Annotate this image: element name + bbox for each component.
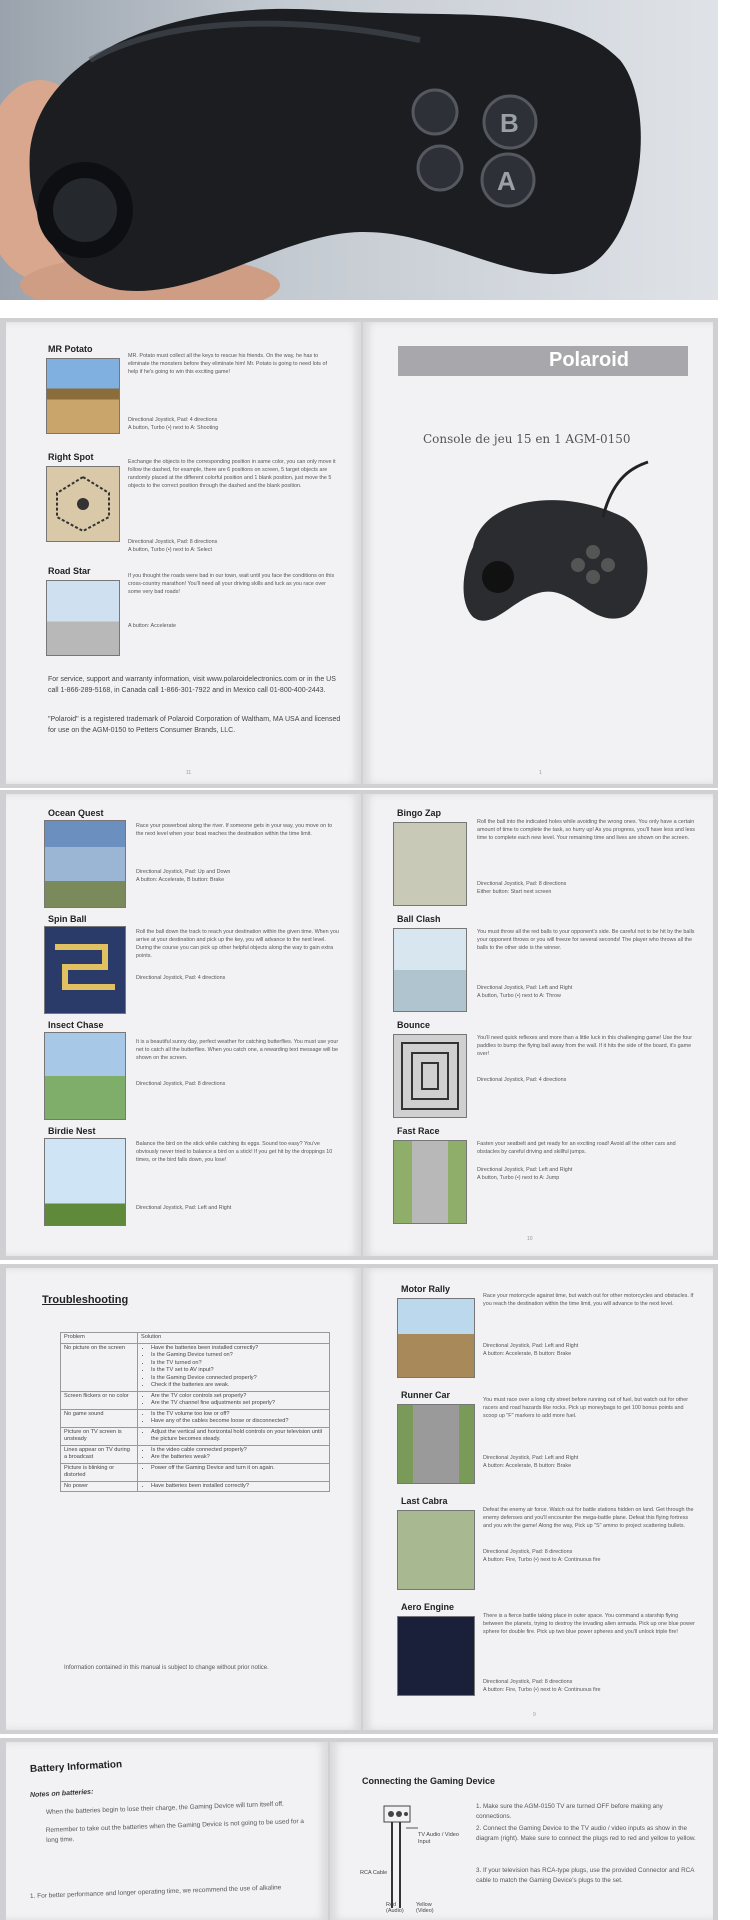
battery-heading: Battery Information (29, 1759, 123, 1775)
game-description: MR. Potato must collect all the keys to rescue his friends. On the way, he has to eliminate the monsters before they eliminate him! Mr. Potato is going to need lots of help if he's going to win this exciting game! (128, 353, 327, 375)
table-header-row (61, 1333, 330, 1344)
solution-item: • Is the TV volume too low or off? (151, 1411, 326, 1419)
solution-item: • Are the batteries weak? (151, 1454, 326, 1462)
game-screenshot (393, 928, 467, 1012)
solution-cell (138, 1427, 330, 1445)
game-description: Balance the bird on the stick while catching its eggs. Sound too easy? You've obviously never tried to balance a bird on a stick! If you get hit by the droppings 10 times, or the bird falls down, you lose! (136, 1141, 333, 1163)
battery-note: When the batteries begin to lose their charge, the Gaming Device will turn itself off. (45, 1800, 284, 1816)
page-number: 11 (186, 770, 192, 776)
game-screenshot (397, 1616, 475, 1696)
game-description: Exchange the objects to the corresponding position in same color, you can only move it follow the dashed, for example, there are 6 positions on screen, 5 target objects are randomly placed at the different colorful position and 1 blank position, just move the 5 objects to the correct position through the dashed and the blank position. (128, 459, 336, 489)
solution-cell (138, 1343, 330, 1391)
brand-bar (398, 346, 688, 376)
game-controls: Directional Joystick, Pad: Left and Right (483, 1343, 579, 1349)
game-controls: A button: Accelerate (128, 623, 176, 629)
solution-cell (138, 1445, 330, 1463)
solution-item: • Is the TV turned on? (151, 1360, 326, 1368)
game-title: Fast Race (397, 1126, 440, 1136)
game-description: It is a beautiful sunny day, perfect weather for catching butterflies. You must use your net to catch all the butterflies. When you catch one, a rewarding text message will be shown on the screen. (136, 1039, 339, 1061)
button-b-label: B (500, 108, 519, 138)
game-controls: Directional Joystick, Pad: 8 directions (477, 881, 567, 887)
game-screenshot (44, 926, 126, 1014)
game-controls: Directional Joystick, Pad: Left and Right (136, 1205, 232, 1211)
game-title: Ocean Quest (48, 808, 104, 818)
spread1-right-page (363, 322, 713, 784)
table-row (61, 1481, 330, 1492)
game-screenshot (393, 1140, 467, 1224)
game-screenshot (397, 1404, 475, 1484)
solution-item: • Are the TV color controls set properly? (151, 1393, 326, 1401)
game-title: Bingo Zap (397, 808, 441, 818)
solution-item: • Have batteries been installed correctly? (151, 1483, 326, 1491)
problem-cell: Screen flickers or no color (61, 1391, 138, 1409)
battery-note: Remember to take out the batteries when the Gaming Device is not going to be used for a long time. (45, 1817, 305, 1844)
game-title: Right Spot (48, 452, 94, 462)
page-number: 10 (527, 1236, 533, 1242)
game-description: There is a fierce battle taking place in outer space. You command a starship flying between the planets, trying to destroy the invading alien armada. Pick up one blue power sphere for double fire. Pick up two blue power spheres and you'll unlock triple fire! (483, 1613, 695, 1635)
game-description: Roll the ball into the indicated holes while avoiding the wrong ones. You only have a certain amount of time to complete the task, so hurry up! As you progress, you'll have less and less time to complete each new level. Your remaining time and lives are shown on the screen. (477, 819, 695, 841)
game-description: Roll the ball down the track to reach your destination within the given time. When you arrive at your destination and pick up the key, you will advance to the next level. During the course you can pick up other helpful objects along the way to gain extra points. (136, 929, 339, 959)
game-title: Bounce (397, 1020, 431, 1030)
solution-item: • Adjust the vertical and horizontal hold controls on your television until the picture becomes steady. (151, 1429, 326, 1444)
game-description: If you thought the roads were bad in our town, wait until you face the conditions on this cross-country marathon! You'll need all your driving skills and luck as you race over some very bad roads! (128, 573, 335, 595)
game-screenshot (397, 1510, 475, 1590)
game-title: Birdie Nest (48, 1126, 96, 1136)
game-screenshot (46, 580, 120, 656)
solution-item: • Power off the Gaming Device and turn it on again. (151, 1465, 326, 1473)
column-header: Problem (61, 1333, 138, 1344)
game-description: You'll need quick reflexes and more than a little luck in this challenging game! Use the four paddles to bump the flying ball away from the wall. If it hits the side of the board, it's game over! (477, 1035, 693, 1057)
spread2-left-page (6, 794, 361, 1256)
spread4-right-page (330, 1742, 713, 1920)
game-controls: A button: Accelerate, B button: Brake (136, 877, 225, 883)
table-row (61, 1463, 330, 1481)
game-screenshot (44, 820, 126, 908)
trademark-notice: "Polaroid" is a registered trademark of Polaroid Corporation of Waltham, MA USA and licensed for use on the AGM-0150 to Petters Consumer Brands, LLC. (48, 716, 341, 734)
game-title: Spin Ball (48, 914, 87, 924)
solution-cell (138, 1391, 330, 1409)
battery-item: 1. For better performance and longer operating time, we recommend the use of alkaline (29, 1884, 282, 1900)
spread3-right-page (363, 1268, 713, 1730)
controller-illustration (443, 457, 663, 637)
game-screenshot (46, 466, 120, 542)
game-title: Insect Chase (48, 1020, 104, 1030)
game-controls: A button, Turbo (•) next to A: Throw (477, 993, 561, 999)
table-row (61, 1343, 330, 1391)
spread3-left-page (6, 1268, 361, 1730)
game-description: You must throw all the red balls to your opponent's side. Be careful not to be hit by the balls your opponent throws or you will freeze for several seconds! The player who throws all the balls to the other side is the winner. (477, 929, 695, 951)
game-title: Last Cabra (401, 1496, 448, 1506)
page-number: 1 (539, 770, 542, 776)
solution-item: • Have the batteries been installed correctly? (151, 1345, 326, 1353)
game-controls: A button, Turbo (•) next to A: Shooting (128, 425, 219, 431)
controller-photo (0, 0, 718, 300)
game-description: Defeat the enemy air force. Watch out for battle stations hidden on land. Get through the enemy defenses and you'll encounter the mega-battle plane. Defeat this flying fortress and you win the game! Along the way, Pick up "S" ammo to project scattering bullets. (483, 1507, 694, 1529)
spread1-left-page (6, 322, 361, 784)
game-title: MR Potato (48, 344, 93, 354)
solution-cell (138, 1481, 330, 1492)
solution-item: • Check if the batteries are weak. (151, 1382, 326, 1390)
solution-item: • Is the Gaming Device turned on? (151, 1352, 326, 1360)
problem-cell: No power (61, 1481, 138, 1492)
connection-diagram (360, 1798, 470, 1920)
connecting-heading: Connecting the Gaming Device (362, 1776, 496, 1786)
spread4-left-page (6, 1742, 328, 1920)
yellow-video-label: Yellow (Video) (416, 1902, 434, 1914)
game-screenshot (393, 822, 467, 906)
game-controls: Directional Joystick, Pad: 4 directions (477, 1077, 567, 1083)
game-screenshot (44, 1032, 126, 1120)
troubleshooting-table (60, 1332, 330, 1492)
game-controls: A button, Turbo (•) next to A: Select (128, 547, 212, 553)
polaroid-logo: Polaroid (549, 349, 630, 371)
game-controls: Directional Joystick, Pad: 8 directions (136, 1081, 226, 1087)
solution-cell (138, 1409, 330, 1427)
spread2-right-page (363, 794, 713, 1256)
game-controls: Directional Joystick, Pad: 8 directions (483, 1549, 573, 1555)
manual-title: Console de jeu 15 en 1 AGM-0150 (423, 432, 631, 446)
game-screenshot (397, 1298, 475, 1378)
connection-step: 3. If your television has RCA-type plugs, use the provided Connector and RCA cable to match the Gaming Device's plugs to the set. (476, 1867, 695, 1884)
game-controls: A button: Accelerate, B button: Brake (483, 1463, 572, 1469)
game-description: You must race over a long city street before running out of fuel, but watch out for other racers and road hazards like rocks. Pick up moneybags to get 100 bonus points and scoop up "F" markers to add more fuel. (483, 1397, 689, 1419)
solution-item: • Is the video cable connected properly? (151, 1447, 326, 1455)
game-controls: Directional Joystick, Pad: 8 directions (483, 1679, 573, 1685)
solution-item: • Are the TV channel fine adjustments set properly? (151, 1400, 326, 1408)
game-controls: A button: Fire, Turbo (•) next to A: Continuous fire (483, 1687, 601, 1693)
game-screenshot (44, 1138, 126, 1226)
table-row (61, 1445, 330, 1463)
table-row (61, 1391, 330, 1409)
service-info: For service, support and warranty information, visit www.polaroidelectronics.com or in the US call 1-866-289-5168, in Canada call 1-866-301-7922 and in Mexico call 01-800-400-2443. (48, 676, 336, 694)
problem-cell: Picture is blinking or distorted (61, 1463, 138, 1481)
game-description: Race your motorcycle against time, but watch out for other motorcycles and obstacles. If you reach the destination within the time limit, you will advance to the next level. (483, 1293, 694, 1307)
game-title: Runner Car (401, 1390, 451, 1400)
troubleshooting-heading: Troubleshooting (42, 1294, 129, 1306)
button-a-label: A (497, 166, 516, 196)
game-description: Race your powerboat along the river. If someone gets in your way, you move on to the next level when your boat reaches the destination within the time limit. (136, 823, 333, 837)
game-screenshot (393, 1034, 467, 1118)
game-controls: Directional Joystick, Pad: Up and Down (136, 869, 231, 875)
solution-item: • Have any of the cables become loose or disconnected? (151, 1418, 326, 1426)
solution-item: • Is the Gaming Device connected properly? (151, 1375, 326, 1383)
solution-cell (138, 1463, 330, 1481)
solution-item: • Is the TV set to AV input? (151, 1367, 326, 1375)
change-notice: Information contained in this manual is subject to change without prior notice. (64, 1665, 269, 1671)
tv-input-label: TV Audio / Video Input (418, 1832, 459, 1845)
page-number: 9 (533, 1712, 536, 1718)
battery-notes-heading: Notes on batteries: (29, 1788, 94, 1799)
game-controls: Either button: Start next screen (477, 889, 552, 895)
column-header: Solution (138, 1333, 330, 1344)
game-controls: Directional Joystick, Pad: Left and Right (477, 985, 573, 991)
red-audio-label: Red (Audio) (386, 1902, 404, 1914)
game-controls: A button: Fire, Turbo (•) next to A: Continuous fire (483, 1557, 601, 1563)
connection-step: 2. Connect the Gaming Device to the TV audio / video inputs as show in the diagram (right). Make sure to connect the plugs red to red and yellow to yellow. (476, 1825, 696, 1842)
game-controls: Directional Joystick, Pad: Left and Right (483, 1455, 579, 1461)
game-controls: A button: Accelerate, B button: Brake (483, 1351, 572, 1357)
problem-cell: Picture on TV screen is unsteady (61, 1427, 138, 1445)
game-title: Motor Rally (401, 1284, 451, 1294)
game-description: Fasten your seatbelt and get ready for an exciting road! Avoid all the other cars and obstacles by careful driving and skillful jumps. (477, 1141, 676, 1155)
game-screenshot (46, 358, 120, 434)
game-controls: A button, Turbo (•) next to A: Jump (477, 1175, 560, 1181)
game-title: Aero Engine (401, 1602, 455, 1612)
connection-step: 1. Make sure the AGM-0150 TV are turned OFF before making any connections. (476, 1803, 663, 1820)
problem-cell: Lines appear on TV during a broadcast (61, 1445, 138, 1463)
game-controls: Directional Joystick, Pad: 8 directions (128, 539, 218, 545)
game-controls: Directional Joystick, Pad: Left and Right (477, 1167, 573, 1173)
problem-cell: No game sound (61, 1409, 138, 1427)
rca-cable-label: RCA Cable (360, 1870, 388, 1876)
game-controls: Directional Joystick, Pad: 4 directions (136, 975, 226, 981)
game-title: Road Star (48, 566, 91, 576)
problem-cell: No picture on the screen (61, 1343, 138, 1391)
table-row (61, 1427, 330, 1445)
game-controls: Directional Joystick, Pad: 4 directions (128, 417, 218, 423)
game-title: Ball Clash (397, 914, 441, 924)
table-row (61, 1409, 330, 1427)
